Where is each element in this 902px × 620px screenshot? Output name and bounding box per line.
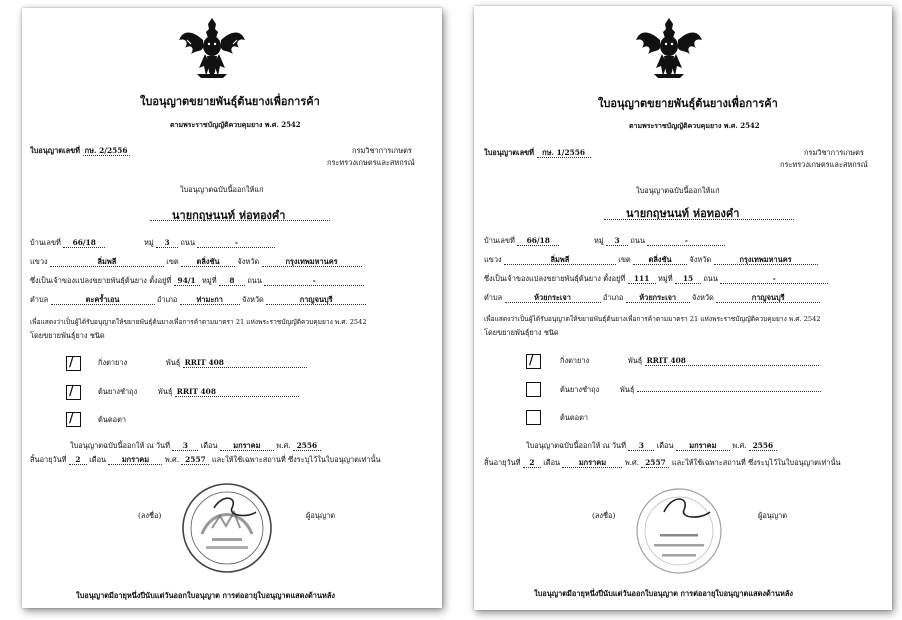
item-row-3: ต้นตอตา <box>560 413 589 422</box>
licensor-label: ผู้อนุญาต <box>306 511 336 520</box>
purpose-line-1: เพื่อแสดงว่าเป็นผู้ได้รับอนุญาตให้ขยายพันธุ์ต้นยางเพื่อการค้าตามมาตรา 21 แห่งพระราชบัญญัติควบคุมยาง พ.ศ. 2542 <box>30 318 367 326</box>
purpose-line-1: เพื่อแสดงว่าเป็นผู้ได้รับอนุญาตให้ขยายพันธุ์ต้นยางเพื่อการค้าตามมาตรา 21 แห่งพระราชบัญญัติควบคุมยาง พ.ศ. 2542 <box>484 315 821 323</box>
tambon-row: ตำบล ตะคร้ำเอน อำเภอ ท่ามะกา จังหวัด กาญจนบุรี <box>30 295 366 305</box>
department-seal-icon <box>172 478 282 582</box>
item-checkbox-2[interactable]: / <box>66 385 81 400</box>
item-checkbox-1[interactable]: / <box>526 354 541 369</box>
issue-date-row: ใบอนุญาตฉบับนี้ออกให้ ณ วันที่ 3 เดือน มกราคม พ.ศ. 2556 <box>526 441 777 451</box>
holder-name: นายกฤษนนท์ ห่อทองคำ <box>172 209 286 222</box>
address-row-1: บ้านเลขที่ 66/18 หมู่ 3 ถนน - <box>30 238 275 248</box>
issuer-line-2: กระทรวงเกษตรและสหกรณ์ <box>780 160 868 169</box>
document-title: ใบอนุญาตขยายพันธุ์ต้นยางเพื่อการค้า <box>598 97 778 110</box>
license-number: กษ. 2/2556 <box>84 146 128 155</box>
issuer-line-2: กระทรวงเกษตรและสหกรณ์ <box>327 158 415 167</box>
tambon-row: ตำบล ห้วยกระเจา อำเภอ ห้วยกระเจา จังหวัด กาญจนบุรี <box>484 293 820 303</box>
garuda-emblem-icon <box>634 16 704 84</box>
license-document-right <box>474 6 892 610</box>
address-row-2: แขวง ลิ่มพลี เขต ตลิ่งชัน จังหวัด กรุงเทพมหานคร <box>484 255 818 265</box>
plot-row: ซึ่งเป็นเจ้าของแปลงขยายพันธุ์ต้นยาง ตั้งอยู่ที่ 111 หมู่ที่ 15 ถนน - <box>484 274 828 284</box>
expire-date-row: สิ้นอายุวันที่ 2 เดือน มกราคม พ.ศ. 2557 และให้ใช้เฉพาะสถานที่ ซึ่งระบุไว้ในใบอนุญาตเท่านั้น <box>484 458 841 467</box>
issued-to-label: ใบอนุญาตฉบับนี้ออกให้แก่ <box>636 186 720 195</box>
item-checkbox-3[interactable]: / <box>66 412 81 427</box>
department-seal-icon <box>624 482 734 584</box>
item-row-1: กิ่งตายาง พันธุ์ RRIT 408 <box>560 356 819 366</box>
issuer-line-1: กรมวิชาการเกษตร <box>352 146 412 155</box>
garuda-emblem-icon <box>177 16 247 84</box>
license-number: กษ. 1/2556 <box>537 148 591 158</box>
item-checkbox-1[interactable]: / <box>66 356 81 371</box>
issuer-line-1: กรมวิชาการเกษตร <box>804 148 864 157</box>
license-document-left <box>22 8 442 608</box>
purpose-line-2: โดยขยายพันธุ์ยาง ชนิด <box>484 328 559 337</box>
holder-name: นายกฤษนนท์ ห่อทองคำ <box>626 207 740 220</box>
issued-to-label: ใบอนุญาตฉบับนี้ออกให้แก่ <box>180 185 264 194</box>
document-title: ใบอนุญาตขยายพันธุ์ต้นยางเพื่อการค้า <box>140 95 320 108</box>
item-checkbox-2[interactable] <box>526 382 541 397</box>
footer-note: ใบอนุญาตมีอายุหนึ่งปีนับแต่วันออกใบอนุญาต การต่ออายุใบอนุญาตแสดงด้านหลัง <box>534 589 794 598</box>
item-row-3: ต้นตอตา <box>98 415 127 424</box>
license-number-label: ใบอนุญาตเลขที่ กษ. 1/2556 <box>484 148 591 158</box>
item-row-2: ต้นยางชำถุง พันธุ์ <box>560 385 821 394</box>
document-subtitle: ตามพระราชบัญญัติควบคุมยาง พ.ศ. 2542 <box>170 120 301 129</box>
license-number-label: ใบอนุญาตเลขที่ กษ. 2/2556 <box>30 146 128 155</box>
item-checkbox-3[interactable] <box>526 410 541 425</box>
sign-label: (ลงชื่อ) <box>138 511 162 520</box>
item-row-1: กิ่งตายาง พันธุ์ RRIT 408 <box>98 358 307 368</box>
address-row-2: แขวง ลิ่มพลี เขต ตลิ่งชัน จังหวัด กรุงเทพมหานคร <box>30 257 362 267</box>
sign-label: (ลงชื่อ) <box>592 511 616 520</box>
address-row-1: บ้านเลขที่ 66/18 หมู่ 3 ถนน - <box>484 236 725 246</box>
item-row-2: ต้นยางชำถุง พันธุ์ RRIT 408 <box>98 387 299 397</box>
expire-date-row: สิ้นอายุวันที่ 2 เดือน มกราคม พ.ศ. 2557 และให้ใช้เฉพาะสถานที่ ซึ่งระบุไว้ในใบอนุญาตเท่านั้น <box>30 455 381 464</box>
plot-row: ซึ่งเป็นเจ้าของแปลงขยายพันธุ์ต้นยาง ตั้งอยู่ที่ 94/1 หมู่ที่ 8 ถนน - <box>30 276 364 286</box>
licensor-label: ผู้อนุญาต <box>758 511 788 520</box>
document-subtitle: ตามพระราชบัญญัติควบคุมยาง พ.ศ. 2542 <box>629 121 760 130</box>
issue-date-row: ใบอนุญาตฉบับนี้ออกให้ ณ วันที่ 3 เดือน มกราคม พ.ศ. 2556 <box>70 441 321 451</box>
purpose-line-2: โดยขยายพันธุ์ยาง ชนิด <box>30 331 105 340</box>
footer-note: ใบอนุญาตมีอายุหนึ่งปีนับแต่วันออกใบอนุญาต การต่ออายุใบอนุญาตแสดงด้านหลัง <box>76 591 336 600</box>
